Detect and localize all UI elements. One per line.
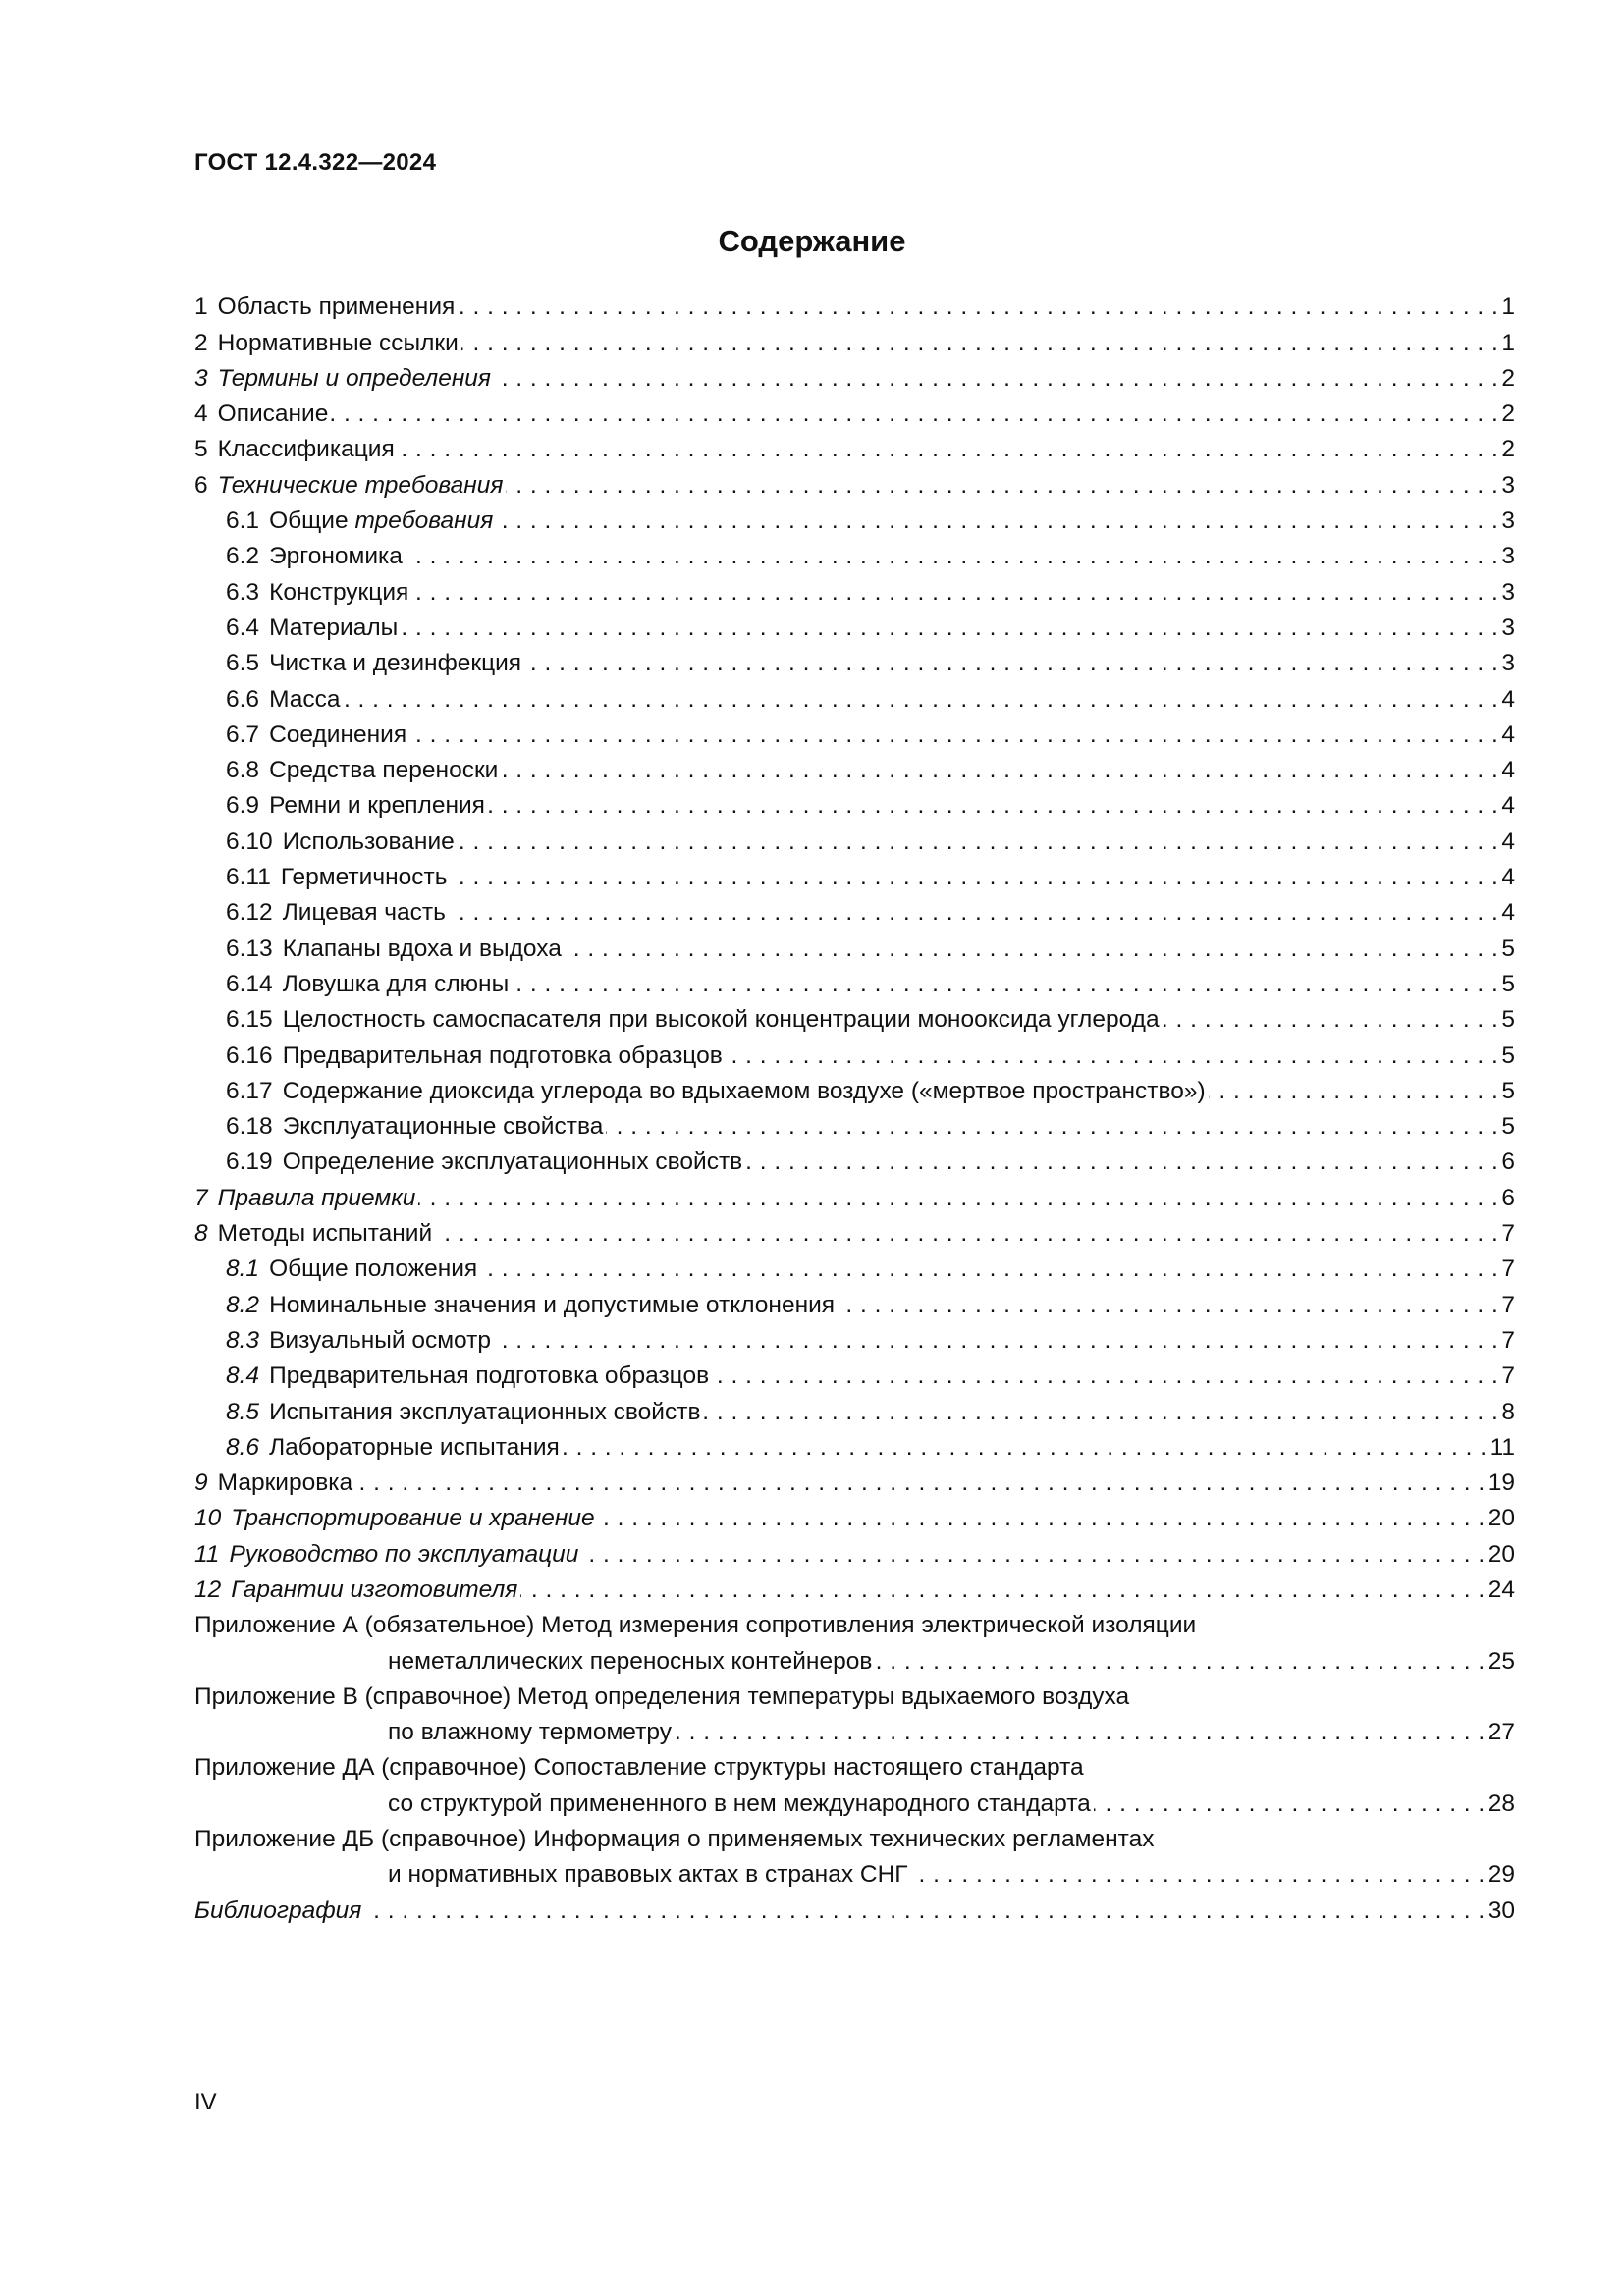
toc-label: Маркировка bbox=[217, 1469, 353, 1497]
toc-page: 5 bbox=[1501, 1006, 1515, 1034]
toc-number: 6.12 bbox=[226, 899, 273, 927]
toc-number: 6.14 bbox=[226, 970, 273, 997]
toc-label: Номинальные значения и допустимые отклонения bbox=[269, 1291, 836, 1318]
toc-label: Эксплуатационные свойства bbox=[282, 1113, 604, 1141]
toc-entry-6-15[interactable] bbox=[194, 1002, 1515, 1038]
toc-page: 7 bbox=[1501, 1326, 1515, 1354]
toc-page: 3 bbox=[1501, 650, 1515, 677]
toc-appendix-da-line1[interactable] bbox=[194, 1750, 1515, 1786]
toc-label: Масса bbox=[269, 685, 341, 713]
toc-page: 29 bbox=[1488, 1861, 1515, 1889]
toc-page: 5 bbox=[1501, 1041, 1515, 1069]
toc-number: 12 bbox=[194, 1575, 222, 1603]
toc-page: 5 bbox=[1501, 1077, 1515, 1104]
dot-leader bbox=[598, 1501, 1486, 1536]
toc-label: Технические требования bbox=[217, 471, 504, 499]
toc-number: 6.1 bbox=[226, 507, 260, 535]
toc-page: 11 bbox=[1489, 1433, 1515, 1461]
toc-label: Гарантии изготовителя bbox=[231, 1575, 518, 1603]
toc-number: 5 bbox=[194, 436, 208, 463]
toc-label: и нормативных правовых актах в странах СНГ bbox=[388, 1861, 908, 1889]
toc-entry-6-11[interactable] bbox=[194, 860, 1515, 895]
dot-leader bbox=[1094, 1787, 1486, 1822]
toc-label: Лабораторные испытания bbox=[269, 1433, 560, 1461]
dot-leader bbox=[331, 397, 1498, 432]
toc-number: 4 bbox=[194, 400, 208, 428]
toc-number: 6.15 bbox=[226, 1006, 273, 1034]
toc-number: 6.7 bbox=[226, 721, 260, 748]
toc-appendix-b-line2[interactable] bbox=[194, 1715, 1515, 1750]
toc-page: 7 bbox=[1501, 1220, 1515, 1248]
dot-leader bbox=[435, 1216, 1498, 1252]
toc-label: Руководство по эксплуатации bbox=[229, 1540, 579, 1568]
toc-page: 19 bbox=[1488, 1469, 1515, 1497]
toc-page: 5 bbox=[1501, 970, 1515, 997]
toc-label: Методы испытаний bbox=[217, 1220, 433, 1248]
toc-entry-6-8[interactable] bbox=[194, 753, 1515, 788]
dot-leader bbox=[606, 1109, 1498, 1145]
toc-entry-12[interactable] bbox=[194, 1573, 1515, 1608]
toc-number: 6.11 bbox=[226, 864, 271, 891]
toc-number: 8.6 bbox=[226, 1433, 260, 1461]
toc-entry-8-4[interactable] bbox=[194, 1359, 1515, 1394]
toc-entry-8[interactable] bbox=[194, 1216, 1515, 1252]
toc-label: Чистка и дезинфекция bbox=[269, 650, 522, 677]
toc-entry-8-6[interactable] bbox=[194, 1430, 1515, 1466]
dot-leader bbox=[712, 1359, 1498, 1394]
toc-number: 8 bbox=[194, 1220, 208, 1248]
toc-number: 6 bbox=[194, 471, 208, 499]
toc-label: Приложение ДБ (справочное) Информация о применяемых технических регламентах bbox=[194, 1826, 1155, 1853]
toc-label: Лицевая часть bbox=[282, 899, 446, 927]
toc-label: Ловушка для слюны bbox=[282, 970, 510, 997]
toc-label: Ремни и крепления bbox=[269, 792, 485, 820]
toc-entry-6-10[interactable] bbox=[194, 824, 1515, 859]
dot-leader bbox=[911, 1857, 1486, 1893]
toc-page: 4 bbox=[1501, 828, 1515, 855]
toc-page: 4 bbox=[1501, 685, 1515, 713]
toc-page: 4 bbox=[1501, 864, 1515, 891]
toc-label: Предварительная подготовка образцов bbox=[269, 1362, 710, 1390]
toc-entry-6-3[interactable] bbox=[194, 574, 1515, 610]
dot-leader bbox=[344, 682, 1499, 718]
toc-label: Нормативные ссылки bbox=[217, 329, 459, 356]
toc-page: 4 bbox=[1501, 757, 1515, 784]
toc-appendix-b-line1[interactable] bbox=[194, 1680, 1515, 1715]
toc-page: 2 bbox=[1501, 436, 1515, 463]
toc-label: Клапаны вдоха и выдоха bbox=[282, 934, 562, 962]
toc-page: 3 bbox=[1501, 471, 1515, 499]
toc-number: 8.1 bbox=[226, 1255, 260, 1283]
toc-label: Правила приемки bbox=[217, 1184, 416, 1211]
toc-entry-6-12[interactable] bbox=[194, 895, 1515, 931]
toc-label: Библиография bbox=[194, 1896, 362, 1924]
toc-number: 6.9 bbox=[226, 792, 260, 820]
dot-leader bbox=[745, 1145, 1498, 1180]
toc-label: неметаллических переносных контейнеров bbox=[388, 1647, 873, 1675]
toc-entry-10[interactable] bbox=[194, 1501, 1515, 1536]
toc-number: 6.4 bbox=[226, 614, 260, 641]
dot-leader bbox=[875, 1644, 1485, 1680]
toc-page: 4 bbox=[1501, 721, 1515, 748]
toc-label: со структурой примененного в нем международного стандарта bbox=[388, 1789, 1091, 1817]
toc-entry-4[interactable] bbox=[194, 397, 1515, 432]
dot-leader bbox=[401, 611, 1498, 646]
dot-leader bbox=[1163, 1002, 1499, 1038]
toc-label: Материалы bbox=[269, 614, 399, 641]
dot-leader bbox=[563, 1430, 1488, 1466]
toc-page: 28 bbox=[1488, 1789, 1515, 1817]
toc-page: 1 bbox=[1501, 294, 1515, 321]
dot-leader bbox=[458, 825, 1499, 860]
toc-label: Использование bbox=[282, 828, 455, 855]
toc-label: по влажному термометру bbox=[388, 1719, 672, 1746]
dot-leader bbox=[409, 718, 1498, 753]
toc-entry-8-1[interactable] bbox=[194, 1252, 1515, 1287]
toc-entry-8-5[interactable] bbox=[194, 1394, 1515, 1429]
table-of-contents bbox=[194, 290, 1515, 1929]
toc-page: 2 bbox=[1501, 364, 1515, 392]
toc-page: 7 bbox=[1501, 1362, 1515, 1390]
toc-entry-6-14[interactable] bbox=[194, 967, 1515, 1002]
dot-leader bbox=[565, 932, 1498, 967]
toc-number: 6.16 bbox=[226, 1041, 273, 1069]
toc-number: 9 bbox=[194, 1469, 208, 1497]
toc-entry-6-17[interactable] bbox=[194, 1074, 1515, 1109]
toc-number: 6.18 bbox=[226, 1113, 273, 1141]
toc-entry-1[interactable] bbox=[194, 290, 1515, 325]
toc-entry-2[interactable] bbox=[194, 325, 1515, 360]
dot-leader bbox=[364, 1894, 1485, 1929]
toc-page: 5 bbox=[1501, 1113, 1515, 1141]
toc-entry-11[interactable] bbox=[194, 1536, 1515, 1572]
toc-number: 6.10 bbox=[226, 828, 273, 855]
toc-label: Классификация bbox=[217, 436, 395, 463]
toc-page: 4 bbox=[1501, 899, 1515, 927]
toc-entry-3[interactable] bbox=[194, 361, 1515, 397]
toc-label: Визуальный осмотр bbox=[269, 1326, 491, 1354]
toc-appendix-a-line2[interactable] bbox=[194, 1643, 1515, 1679]
toc-appendix-db-line1[interactable] bbox=[194, 1822, 1515, 1857]
toc-entry-6-9[interactable] bbox=[194, 788, 1515, 824]
toc-label: Термины и определения bbox=[217, 364, 492, 392]
toc-entry-6-16[interactable] bbox=[194, 1038, 1515, 1073]
toc-label: Приложение А (обязательное) Метод измерения сопротивления электрической изоляции bbox=[194, 1612, 1197, 1639]
toc-label: Герметичность bbox=[280, 864, 448, 891]
toc-page: 20 bbox=[1488, 1505, 1515, 1532]
toc-label: Описание bbox=[217, 400, 329, 428]
dot-leader bbox=[726, 1039, 1499, 1074]
dot-leader bbox=[411, 575, 1498, 611]
toc-label: Эргономика bbox=[269, 543, 403, 570]
dot-leader bbox=[461, 326, 1499, 361]
toc-page: 24 bbox=[1488, 1575, 1515, 1603]
dot-leader bbox=[494, 1323, 1498, 1359]
toc-page: 3 bbox=[1501, 614, 1515, 641]
toc-label: Конструкция bbox=[269, 578, 409, 606]
document-code-header: ГОСТ 12.4.322—2024 bbox=[194, 149, 437, 176]
dot-leader bbox=[524, 646, 1498, 681]
dot-leader bbox=[418, 1181, 1498, 1216]
dot-leader bbox=[838, 1288, 1498, 1323]
toc-entry-8-3[interactable] bbox=[194, 1323, 1515, 1359]
dot-leader bbox=[480, 1252, 1498, 1287]
toc-page: 25 bbox=[1488, 1647, 1515, 1675]
toc-label-part: Общие bbox=[269, 507, 355, 535]
toc-page: 7 bbox=[1501, 1291, 1515, 1318]
toc-label-part-italic: требования bbox=[354, 507, 494, 535]
toc-label: Приложение ДА (справочное) Сопоставление структуры настоящего стандарта bbox=[194, 1754, 1084, 1782]
toc-number: 8.2 bbox=[226, 1291, 260, 1318]
toc-number: 6.6 bbox=[226, 685, 260, 713]
toc-label: Область применения bbox=[217, 294, 456, 321]
dot-leader bbox=[1209, 1074, 1499, 1109]
toc-number: 8.5 bbox=[226, 1398, 260, 1425]
dot-leader bbox=[488, 788, 1498, 824]
dot-leader bbox=[520, 1573, 1485, 1608]
toc-entry-6-5[interactable] bbox=[194, 646, 1515, 681]
toc-appendix-db-line2[interactable] bbox=[194, 1857, 1515, 1893]
toc-number: 6.3 bbox=[226, 578, 260, 606]
toc-label: Предварительная подготовка образцов bbox=[282, 1041, 723, 1069]
toc-entry-9[interactable] bbox=[194, 1466, 1515, 1501]
toc-entry-6-7[interactable] bbox=[194, 718, 1515, 753]
toc-page: 27 bbox=[1488, 1719, 1515, 1746]
dot-leader bbox=[581, 1537, 1485, 1573]
toc-entry-5[interactable] bbox=[194, 432, 1515, 467]
toc-entry-6-6[interactable] bbox=[194, 681, 1515, 717]
dot-leader bbox=[496, 504, 1498, 539]
toc-entry-6-2[interactable] bbox=[194, 539, 1515, 574]
dot-leader bbox=[675, 1715, 1486, 1750]
toc-page: 8 bbox=[1501, 1398, 1515, 1425]
toc-entry-6-13[interactable] bbox=[194, 931, 1515, 966]
toc-label: Средства переноски bbox=[269, 757, 499, 784]
toc-number: 3 bbox=[194, 364, 208, 392]
toc-number: 6.5 bbox=[226, 650, 260, 677]
toc-number: 10 bbox=[194, 1505, 222, 1532]
toc-number: 2 bbox=[194, 329, 208, 356]
toc-number: 6.2 bbox=[226, 543, 260, 570]
toc-number: 8.4 bbox=[226, 1362, 260, 1390]
dot-leader bbox=[355, 1466, 1486, 1501]
toc-number: 6.13 bbox=[226, 934, 273, 962]
toc-page: 6 bbox=[1501, 1184, 1515, 1211]
toc-label: Транспортирование и хранение bbox=[231, 1505, 595, 1532]
page-title: Содержание bbox=[718, 224, 906, 258]
toc-page: 30 bbox=[1488, 1896, 1515, 1924]
toc-number: 1 bbox=[194, 294, 208, 321]
toc-entry-6-1[interactable] bbox=[194, 504, 1515, 539]
toc-page: 3 bbox=[1501, 507, 1515, 535]
toc-page: 4 bbox=[1501, 792, 1515, 820]
toc-appendix-da-line2[interactable] bbox=[194, 1786, 1515, 1821]
dot-leader bbox=[501, 753, 1498, 788]
toc-number: 11 bbox=[194, 1540, 220, 1568]
dot-leader bbox=[506, 468, 1498, 504]
toc-label bbox=[269, 504, 493, 539]
toc-entry-7[interactable] bbox=[194, 1180, 1515, 1215]
toc-entry-6[interactable] bbox=[194, 467, 1515, 503]
toc-entry-8-2[interactable] bbox=[194, 1287, 1515, 1322]
toc-page: 3 bbox=[1501, 578, 1515, 606]
toc-page: 1 bbox=[1501, 329, 1515, 356]
toc-entry-6-19[interactable] bbox=[194, 1145, 1515, 1180]
toc-entry-6-4[interactable] bbox=[194, 611, 1515, 646]
dot-leader bbox=[512, 967, 1498, 1002]
toc-appendix-a-line1[interactable] bbox=[194, 1608, 1515, 1643]
toc-label: Определение эксплуатационных свойств bbox=[282, 1148, 743, 1176]
toc-number: 8.3 bbox=[226, 1326, 260, 1354]
toc-page: 5 bbox=[1501, 934, 1515, 962]
dot-leader bbox=[406, 539, 1498, 574]
dot-leader bbox=[458, 290, 1498, 325]
toc-page: 2 bbox=[1501, 400, 1515, 428]
toc-bibliography[interactable] bbox=[194, 1893, 1515, 1928]
toc-page: 3 bbox=[1501, 543, 1515, 570]
dot-leader bbox=[703, 1395, 1498, 1430]
toc-page: 6 bbox=[1501, 1148, 1515, 1176]
toc-label: Содержание диоксида углерода во вдыхаемом воздухе («мертвое пространство») bbox=[282, 1077, 1206, 1104]
toc-page: 7 bbox=[1501, 1255, 1515, 1283]
toc-label: Целостность самоспасателя при высокой концентрации монооксида углерода bbox=[282, 1006, 1160, 1034]
toc-number: 6.17 bbox=[226, 1077, 273, 1104]
toc-label: Испытания эксплуатационных свойств bbox=[269, 1398, 701, 1425]
page-number-footer: IV bbox=[194, 2089, 217, 2115]
toc-number: 7 bbox=[194, 1184, 208, 1211]
dot-leader bbox=[398, 432, 1499, 467]
toc-number: 6.8 bbox=[226, 757, 260, 784]
dot-leader bbox=[450, 860, 1498, 895]
toc-page: 20 bbox=[1488, 1540, 1515, 1568]
toc-label: Приложение В (справочное) Метод определения температуры вдыхаемого воздуха bbox=[194, 1682, 1130, 1710]
toc-number: 6.19 bbox=[226, 1148, 273, 1176]
toc-entry-6-18[interactable] bbox=[194, 1109, 1515, 1145]
toc-label: Соединения bbox=[269, 721, 407, 748]
dot-leader bbox=[494, 361, 1498, 397]
toc-label: Общие положения bbox=[269, 1255, 478, 1283]
dot-leader bbox=[449, 895, 1498, 931]
